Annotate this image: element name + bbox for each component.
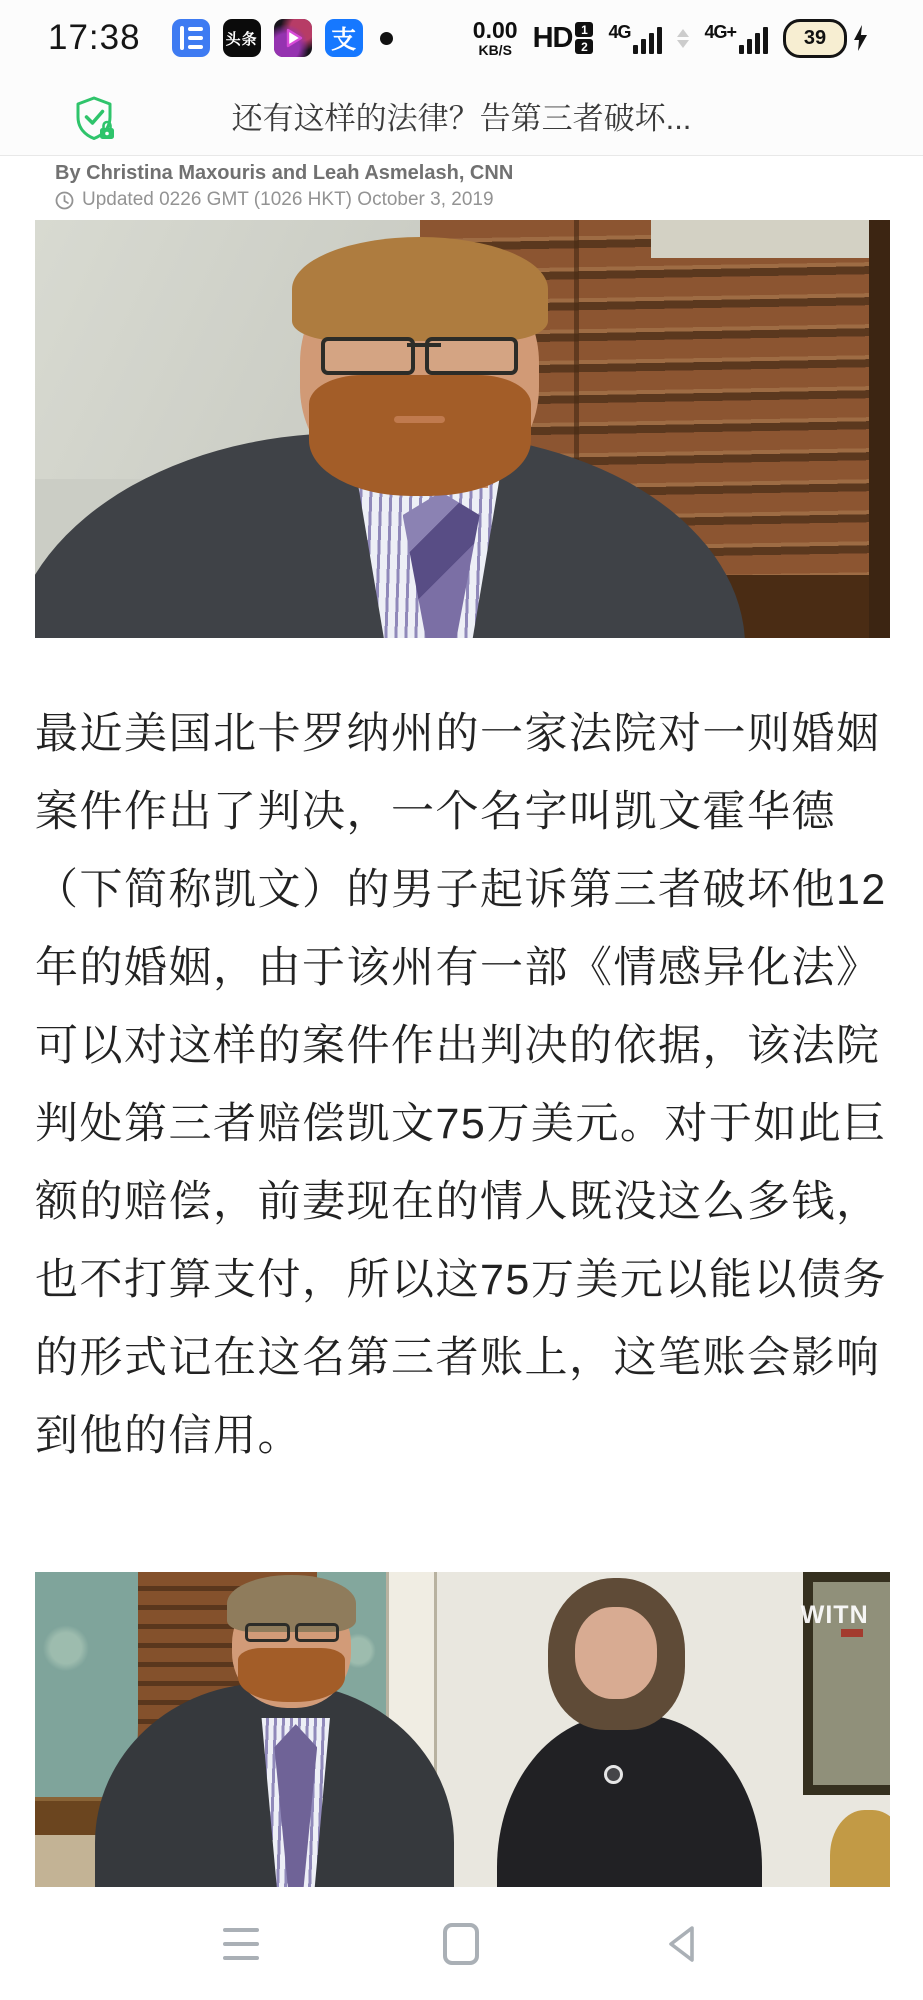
- article-updated-text: Updated 0226 GMT (1026 HKT) October 3, 2019: [82, 189, 494, 210]
- woman-face: [575, 1607, 657, 1699]
- alipay-app-icon: 支: [325, 19, 363, 57]
- article-updated-row: [55, 189, 923, 211]
- article-paragraph: 最近美国北卡罗纳州的一家法院对一则婚姻案件作出了判决，一个名字叫凯文霍华德（下简称凯文）的男子起诉第三者破坏他12年的婚姻，由于该州有一部《情感异化法》可以对这样的案件作出判决的依据，该法院判处第三者赔偿凯文75万美元。对于如此巨额的赔偿，前妻现在的情人既没这么多钱，也不打算支付，所以这75万美元以能以债务的形式记在这名第三者账上，这笔账会影响到他的信用。: [35, 710, 887, 1460]
- clock-time: 17:38: [48, 18, 141, 57]
- picture-detail: [841, 1629, 863, 1637]
- battery-percent: 39: [783, 19, 847, 58]
- sim2-signal: 4G+: [704, 22, 768, 54]
- man-beard: [238, 1648, 346, 1702]
- home-button[interactable]: [416, 1887, 506, 2000]
- man-hair: [292, 237, 549, 342]
- hd-volte-indicator: HD 1 2: [533, 22, 594, 55]
- article-byline: By Christina Maxouris and Leah Asmelash, CNN: [55, 162, 514, 184]
- woman-black-top: [497, 1715, 762, 1889]
- recents-menu-button[interactable]: [196, 1887, 286, 2000]
- signal-bars-icon: [633, 26, 662, 54]
- article-photo-2[interactable]: [35, 1572, 890, 1889]
- wall-patch: [651, 220, 890, 258]
- network-speed-unit: KB/S: [478, 41, 512, 58]
- toutiao-app-icon: 头条: [223, 19, 261, 57]
- man-beard: [309, 375, 531, 496]
- battery-indicator: [783, 19, 869, 58]
- menu-icon: [223, 1928, 259, 1960]
- android-nav-bar: [0, 1887, 923, 2000]
- video-app-icon: [274, 19, 312, 57]
- back-button[interactable]: [636, 1887, 726, 2000]
- gold-chair: [830, 1810, 890, 1889]
- signal-bars-icon: [739, 26, 768, 54]
- clock-icon: [55, 191, 74, 210]
- charging-bolt-icon: [852, 25, 869, 51]
- man-glasses: [245, 1623, 339, 1642]
- data-activity-arrows-icon: [677, 29, 689, 48]
- glasses-bridge: [407, 343, 441, 347]
- tv-station-watermark: WITN: [800, 1600, 869, 1629]
- page-title: 还有这样的法律？告第三者破坏...: [231, 101, 692, 136]
- network-speed-value: 0.00: [472, 17, 518, 44]
- window-frame: [869, 220, 890, 638]
- article-content: [0, 156, 923, 1889]
- dual-sim-badge: 1 2: [575, 22, 593, 54]
- status-bar: [0, 0, 923, 76]
- woman-brooch: [604, 1765, 623, 1784]
- back-triangle-icon: [665, 1924, 697, 1964]
- blue-list-app-icon: [172, 19, 210, 57]
- article-photo-1[interactable]: [35, 220, 890, 638]
- home-icon: [443, 1923, 479, 1965]
- sim1-signal: 4G: [608, 22, 662, 54]
- notification-dot: [380, 32, 393, 45]
- man-mouth: [394, 416, 445, 423]
- network-speed: [473, 19, 518, 57]
- title-bar: [0, 76, 923, 156]
